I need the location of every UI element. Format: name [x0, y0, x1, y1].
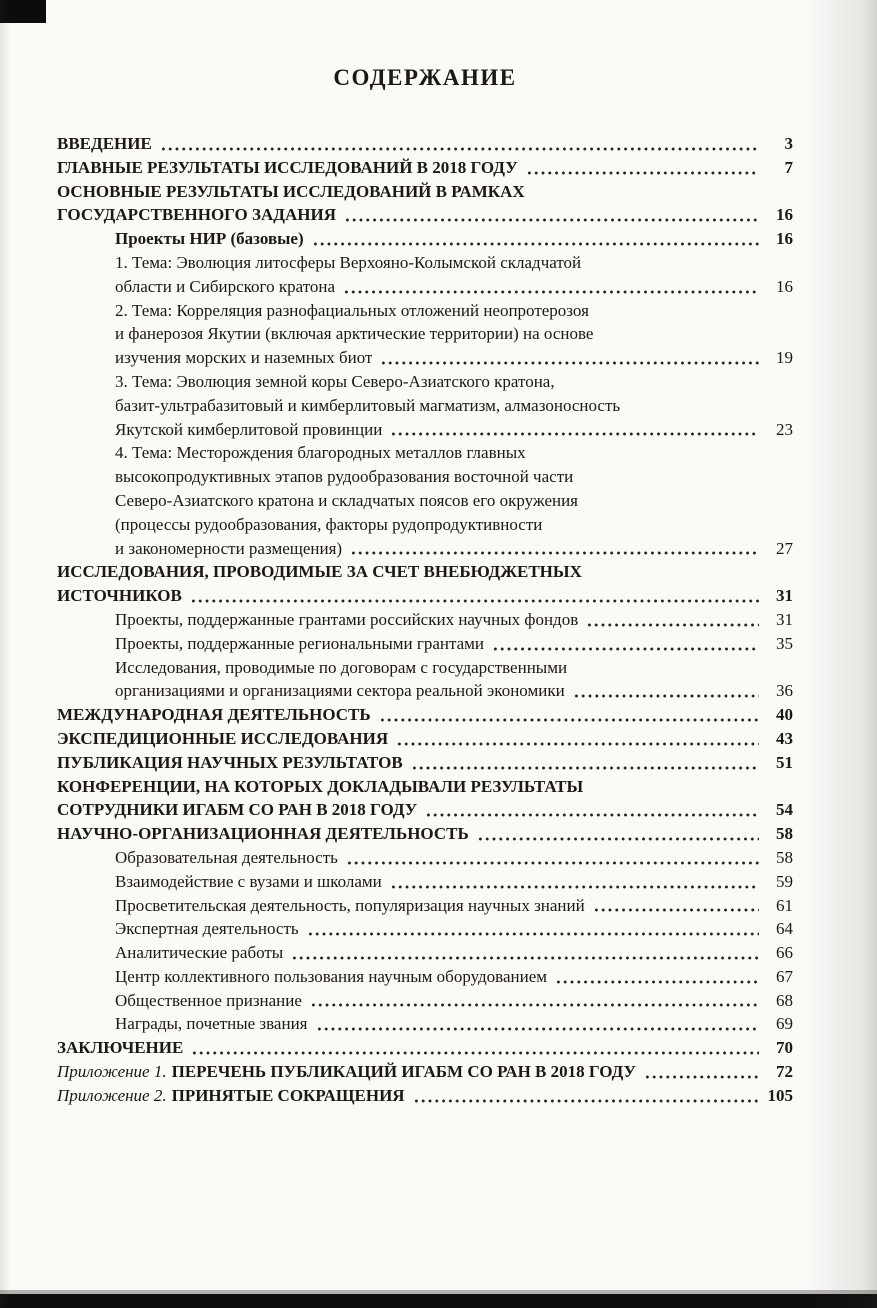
toc-entry	[57, 370, 793, 441]
page-title: СОДЕРЖАНИЕ	[333, 65, 517, 90]
toc-entry-text: (процессы рудообразования, факторы рудопродуктивности	[115, 514, 543, 534]
toc-entry	[57, 775, 793, 823]
toc-entry-line	[57, 822, 793, 846]
toc-entry	[57, 156, 793, 180]
toc-entry	[57, 917, 793, 941]
toc-page-number: 3	[784, 134, 793, 153]
toc-page-number: 61	[776, 895, 793, 915]
toc-page-number: 16	[776, 229, 793, 249]
toc-page-number: 23	[776, 419, 793, 439]
toc-page-number: 51	[776, 752, 793, 772]
dot-leader	[394, 727, 759, 751]
toc-entry	[57, 560, 793, 608]
toc-entry	[57, 180, 793, 228]
toc-entry-text: Проекты, поддержанные грантами российских научных фондов	[115, 609, 579, 629]
toc-entry-text: Взаимодействие с вузами и школами	[115, 871, 382, 891]
toc-entry-line	[115, 251, 793, 275]
toc-page-number: 16	[776, 276, 793, 296]
toc-entry	[57, 727, 793, 751]
toc-entry-line	[57, 727, 793, 751]
toc-entry-line	[115, 846, 793, 870]
toc-entry-line	[57, 156, 793, 180]
dot-leader	[409, 751, 759, 775]
toc-entry-text: ПРИНЯТЫЕ СОКРАЩЕНИЯ	[171, 1085, 405, 1105]
dot-leader	[475, 822, 759, 846]
toc-entry	[57, 751, 793, 775]
toc-page-number: 58	[776, 847, 793, 867]
toc-entry-line	[115, 965, 793, 989]
toc-entry-line	[115, 299, 793, 323]
toc-page-number: 19	[776, 348, 793, 368]
toc-entry-text: ИСТОЧНИКОВ	[57, 586, 182, 606]
dot-leader	[388, 418, 759, 442]
dot-leader	[377, 703, 759, 727]
toc-list	[57, 132, 793, 1108]
dot-leader	[584, 608, 759, 632]
dot-leader	[348, 537, 759, 561]
toc-page-number: 27	[776, 538, 793, 558]
toc-page-number: 72	[776, 1062, 793, 1082]
toc-entry	[57, 251, 793, 299]
toc-entry-text: организациями и организациями сектора реальной экономики	[115, 681, 565, 701]
toc-entry-text: и фанерозоя Якутии (включая арктические территории) на основе	[115, 324, 594, 344]
dot-leader	[189, 1036, 759, 1060]
toc-page-number: 35	[776, 633, 793, 653]
toc-entry-line	[57, 560, 793, 584]
dot-leader	[305, 917, 759, 941]
toc-entry-text: Награды, почетные звания	[115, 1014, 308, 1034]
toc-entry-line	[57, 203, 793, 227]
toc-page-number: 67	[776, 966, 793, 986]
toc-entry	[57, 632, 793, 656]
toc-entry-line	[115, 917, 793, 941]
toc-entry-text: Центр коллективного пользования научным оборудованием	[115, 966, 548, 986]
toc-entry-line	[115, 870, 793, 894]
toc-entry-text: Аналитические работы	[115, 943, 284, 963]
toc-entry	[57, 441, 793, 560]
toc-entry-line	[57, 132, 793, 156]
dot-leader	[158, 132, 759, 156]
toc-entry-text: ГЛАВНЫЕ РЕЗУЛЬТАТЫ ИССЛЕДОВАНИЙ В 2018 ГОДУ	[57, 157, 518, 177]
dot-leader	[571, 679, 759, 703]
toc-entry-text: Проекты НИР (базовые)	[115, 229, 304, 249]
toc-page-number: 69	[776, 1014, 793, 1034]
toc-entry	[57, 870, 793, 894]
toc-entry-text: изучения морских и наземных биот	[115, 348, 373, 368]
toc-page-number: 105	[767, 1085, 793, 1105]
toc-entry-text: области и Сибирского кратона	[115, 276, 336, 296]
dot-leader	[188, 584, 759, 608]
toc-entry-line	[115, 322, 793, 346]
toc-entry-line	[115, 275, 793, 299]
toc-entry-line	[115, 513, 793, 537]
toc-entry-text: Исследования, проводимые по договорам с государственными	[115, 657, 568, 677]
toc-entry-text: 1. Тема: Эволюция литосферы Верхояно-Колымской складчатой	[115, 252, 582, 272]
toc-entry	[57, 1036, 793, 1060]
toc-page-number: 64	[776, 919, 793, 939]
dot-leader	[591, 894, 759, 918]
toc-page-number: 31	[776, 586, 793, 606]
toc-page-number: 58	[776, 824, 793, 844]
toc-page-number: 59	[776, 871, 793, 891]
toc-entry	[57, 132, 793, 156]
toc-entry-line	[115, 632, 793, 656]
toc-entry-prefix: Приложение 1.	[57, 1062, 167, 1082]
toc-entry-line	[115, 1012, 793, 1036]
toc-entry-text: ВВЕДЕНИЕ	[57, 134, 152, 153]
toc-entry	[57, 846, 793, 870]
toc-entry-line	[115, 418, 793, 442]
toc-entry-line	[57, 703, 793, 727]
toc-entry	[57, 703, 793, 727]
scan-artifact-bottom-bar	[0, 1294, 877, 1308]
dot-leader	[423, 798, 759, 822]
toc-entry-text: Общественное признание	[115, 990, 302, 1010]
dot-leader	[378, 346, 759, 370]
toc-entry-text: Экспертная деятельность	[115, 919, 299, 939]
toc-entry-text: КОНФЕРЕНЦИИ, НА КОТОРЫХ ДОКЛАДЫВАЛИ РЕЗУЛЬТАТЫ	[57, 776, 584, 796]
scan-artifact-top-left	[0, 0, 46, 23]
toc-page-number: 31	[776, 609, 793, 629]
toc-entry-text: ИССЛЕДОВАНИЯ, ПРОВОДИМЫЕ ЗА СЧЕТ ВНЕБЮДЖЕТНЫХ	[57, 562, 582, 582]
toc-entry	[57, 656, 793, 704]
toc-entry-line	[115, 227, 793, 251]
toc-entry-line	[57, 1084, 793, 1108]
dot-leader	[289, 941, 759, 965]
toc-entry-text: 4. Тема: Месторождения благородных металлов главных	[115, 443, 526, 463]
toc-entry-line	[115, 656, 793, 680]
dot-leader	[308, 989, 759, 1013]
toc-page-number: 36	[776, 681, 793, 701]
dot-leader	[310, 227, 759, 251]
toc-entry-line	[115, 370, 793, 394]
toc-page-number: 68	[776, 990, 793, 1010]
toc-page-number: 7	[784, 157, 793, 177]
toc-entry-text: Проекты, поддержанные региональными грантами	[115, 633, 484, 653]
toc-page-number: 54	[776, 800, 793, 820]
toc-entry-line	[115, 489, 793, 513]
dot-leader	[553, 965, 759, 989]
toc-entry-line	[115, 679, 793, 703]
dot-leader	[314, 1012, 760, 1036]
toc-entry	[57, 1012, 793, 1036]
dot-leader	[524, 156, 759, 180]
toc-entry-line	[57, 775, 793, 799]
toc-entry	[57, 989, 793, 1013]
toc-page-number: 43	[776, 728, 793, 748]
dot-leader	[341, 275, 759, 299]
toc-entry-line	[115, 346, 793, 370]
toc-entry-line	[115, 989, 793, 1013]
dot-leader	[411, 1084, 759, 1108]
toc-entry-text: СОТРУДНИКИ ИГАБМ СО РАН В 2018 ГОДУ	[57, 800, 418, 820]
toc-entry-text: ЗАКЛЮЧЕНИЕ	[57, 1038, 184, 1058]
toc-entry-text: ОСНОВНЫЕ РЕЗУЛЬТАТЫ ИССЛЕДОВАНИЙ В РАМКАХ	[57, 181, 525, 201]
toc-entry-text: 3. Тема: Эволюция земной коры Северо-Азиатского кратона,	[115, 371, 555, 391]
toc-entry-prefix: Приложение 2.	[57, 1085, 167, 1105]
toc-entry-line	[57, 1036, 793, 1060]
toc-entry-line	[115, 441, 793, 465]
dot-leader	[388, 870, 759, 894]
toc-page-number: 66	[776, 943, 793, 963]
dot-leader	[344, 846, 759, 870]
toc-entry-text: НАУЧНО-ОРГАНИЗАЦИОННАЯ ДЕЯТЕЛЬНОСТЬ	[57, 824, 469, 844]
toc-entry-text: МЕЖДУНАРОДНАЯ ДЕЯТЕЛЬНОСТЬ	[57, 705, 371, 725]
toc-page-number: 40	[776, 705, 793, 725]
toc-entry-line	[57, 180, 793, 204]
toc-entry-line	[115, 608, 793, 632]
toc-entry-text: 2. Тема: Корреляция разнофациальных отложений неопротерозоя	[115, 300, 589, 320]
toc-entry-line	[57, 584, 793, 608]
toc-entry-text: ГОСУДАРСТВЕННОГО ЗАДАНИЯ	[57, 205, 336, 225]
toc-entry	[57, 1084, 793, 1108]
toc-entry-text: ПЕРЕЧЕНЬ ПУБЛИКАЦИЙ ИГАБМ СО РАН В 2018 ГОДУ	[171, 1062, 637, 1082]
toc-entry	[57, 894, 793, 918]
toc-entry-line	[57, 798, 793, 822]
toc-entry	[57, 1060, 793, 1084]
toc-entry-text: ПУБЛИКАЦИЯ НАУЧНЫХ РЕЗУЛЬТАТОВ	[57, 752, 403, 772]
toc-entry-text: Якутской кимберлитовой провинции	[115, 419, 383, 439]
toc-entry	[57, 299, 793, 370]
toc-entry	[57, 227, 793, 251]
toc-entry	[57, 608, 793, 632]
toc-entry-text: Просветительская деятельность, популяризация научных знаний	[115, 895, 585, 915]
toc-entry-text: Образовательная деятельность	[115, 847, 338, 867]
toc-entry-line	[115, 465, 793, 489]
dot-leader	[342, 203, 759, 227]
toc-entry-line	[57, 1060, 793, 1084]
toc-entry-line	[57, 751, 793, 775]
toc-entry-line	[115, 394, 793, 418]
toc-entry-text: высокопродуктивных этапов рудообразования восточной части	[115, 467, 574, 487]
toc-page-number: 70	[776, 1038, 793, 1058]
toc-entry-line	[115, 894, 793, 918]
toc-entry-text: и закономерности размещения)	[115, 538, 343, 558]
toc-entry	[57, 822, 793, 846]
toc-entry-text: ЭКСПЕДИЦИОННЫЕ ИССЛЕДОВАНИЯ	[57, 728, 389, 748]
toc-entry	[57, 965, 793, 989]
dot-leader	[642, 1060, 759, 1084]
toc-entry	[57, 941, 793, 965]
toc-entry-text: базит-ультрабазитовый и кимберлитовый магматизм, алмазоносность	[115, 395, 621, 415]
toc-page-number: 16	[776, 205, 793, 225]
toc-entry-text: Северо-Азиатского кратона и складчатых поясов его окружения	[115, 490, 579, 510]
toc-entry-line	[115, 537, 793, 561]
toc-entry-line	[115, 941, 793, 965]
dot-leader	[490, 632, 759, 656]
